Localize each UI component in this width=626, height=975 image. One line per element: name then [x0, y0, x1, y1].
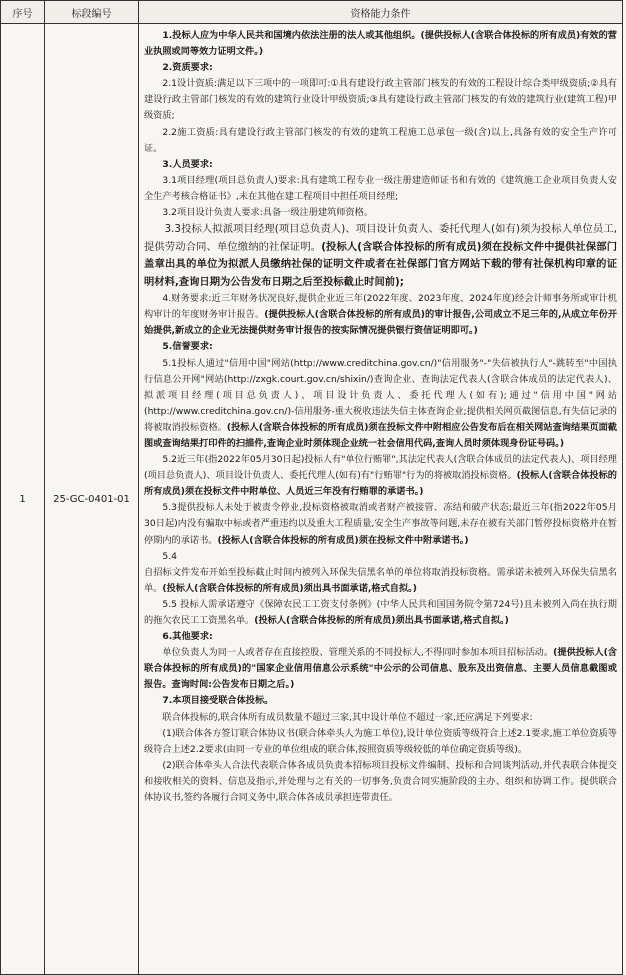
clause-bold-requirement: (投标人(含联合体投标的所有成员)须在投标文件中提供社保部门盖章出具的单位为拟派人员缴纳社保的证明文件或者在社保部门官方网站下载的带有社保机构印章的证明材料,查询日期为公告发布日期之后至投标截止时间前);	[144, 240, 617, 288]
clause-paragraph	[144, 500, 617, 548]
clause-paragraph: 联合体投标的,联合体所有成员数量不超过三家,其中设计单位不超过一家,还应满足下列要求:	[162, 711, 533, 723]
clause-text: 4.财务要求:近三年财务状况良好,提供企业近三年(2022年度、2023年度、2024年度)经会计师事务所或审计机构审计的年度财务审计报告。	[144, 293, 617, 321]
clause-bold-requirement: (提供投标人(含联合体投标的所有成员)的"国家企业信用信息公示系统"中公示的公司信息、股东及出资信息、主要人员信息截图或报告。查询时间:公告发布日期之后。)	[144, 647, 617, 691]
clause-paragraph	[144, 597, 617, 629]
clause-paragraph: (1)联合体各方签订联合体协议书(联合体牵头人为施工单位),设计单位资质等级符合上述2.1要求,施工单位资质等级符合上述2.2要求(由同一专业的单位组成的联合体,按照资质等级较低的单位确定资质等级)。	[144, 727, 617, 755]
clause-paragraph: 7.本项目接受联合体投标。	[162, 695, 274, 707]
clause-text: 3.3投标人拟派项目经理(项目总负责人)、项目设计负责人、委托代理人(如有)须为投标人单位员工,提供劳动合同、单位缴纳的社保证明。	[144, 223, 617, 253]
clause-paragraph	[144, 291, 617, 339]
clause-bold-requirement: (投标人(含联合体投标的所有成员)须在投标文件中附单位、人员近三年没有行贿罪的承诺书。)	[144, 470, 617, 498]
header-section-code: 标段编号	[45, 1, 139, 24]
clause-text: 5.1投标人通过"信用中国"网站(http://www.creditchina.gov.cn/)"信用服务"-"失信被执行人"-跳转至"中国执行信息公开网"网站(http://zxgk.court.gov.cn/shixin/)查询企业、查询法定代表人(含联合体成员的法定代表人)、拟派项目经理(项目总负责人)、项目设计负责人、委托代理人(如有);通过"信用中国"网站(http://www.creditchina.gov.cn/)-信用服务-重大税收违法失信主体查询企业;提供相关网页截图信息,有失信记录的将被取消投标资格。	[144, 357, 617, 433]
clause-bold-requirement: (投标人(含联合体投标的所有成员)须出具书面承诺,格式自拟。)	[162, 582, 417, 594]
clause-paragraph: 5.4	[162, 550, 178, 562]
clause-text: 单位负责人为同一人或者存在直接控股、管理关系的不同投标人,不得同时参加本项目招标活动。	[162, 647, 554, 659]
clause-paragraph: 3.1项目经理(项目总负责人)要求:具有建筑工程专业一级注册建造师证书和有效的《建筑施工企业项目负责人安全生产考核合格证书》,未在其他在建工程项目中担任项目经理;	[144, 174, 617, 202]
qualification-content	[139, 24, 623, 975]
clause-bold-requirement: (投标人(含联合体投标的所有成员)须出具书面承诺,格式自拟。)	[254, 615, 509, 626]
clause-paragraph: 3.2项目设计负责人要求:具备一级注册建筑师资格。	[162, 207, 374, 219]
clause-text: 5.5 投标人需承诺遵守《保障农民工工资支付条例》(中华人民共和国国务院令第724号)且未被列入尚在执行期的拖欠农民工工资黑名单。	[144, 598, 617, 626]
header-qualification: 资格能力条件	[139, 1, 623, 24]
clause-text: 自招标文件发布开始至投标截止时间内被列入环保失信黑名单的单位将取消投标资格。需承诺未被列入环保失信黑名单。	[144, 566, 617, 594]
clause-paragraph: 5.信誉要求:	[162, 341, 213, 353]
clause-bold-requirement: (投标人(含联合体投标的所有成员)须在投标文件中附承诺书。)	[217, 534, 469, 546]
clause-paragraph: 3.人员要求:	[162, 158, 213, 170]
clause-paragraph: 2.资质要求:	[162, 62, 213, 74]
clause-paragraph	[144, 221, 617, 291]
clause-text: 5.2近三年(指2022年05月30日起)投标人有"单位行贿罪",其法定代表人(含联合体成员的法定代表人)、项目经理(项目总负责人)、项目设计负责人、委托代理人(如有)有"行贿罪"行为的将被取消投标资格。	[144, 454, 617, 482]
clause-paragraph: 1.投标人应为中华人民共和国境内依法注册的法人或其他组织。(提供投标人(含联合体投标的所有成员)有效的营业执照或同等效力证明文件。)	[144, 30, 617, 58]
clause-paragraph: (2)联合体牵头人合法代表联合体各成员负责本招标项目投标文件编制、投标和合同谈判活动,并代表联合体提交和接收相关的资料、信息及指示,并处理与之有关的一切事务,负责合同实施阶段的主办、组织和协调工作。提供联合体协议书,签约各履行合同义务中,联合体各成员承担连带责任。	[144, 759, 617, 804]
clause-paragraph: 2.2施工资质:具有建设行政主管部门核发的有效的建筑工程施工总承包一级(含)以上,具备有效的安全生产许可证。	[144, 126, 617, 154]
clause-paragraph: 6.其他要求:	[162, 631, 213, 643]
clause-bold-requirement: (投标人(含联合体投标的所有成员)须在投标文件中附相应公告发布后在相关网站查询结果页面截图或查询结果打印件的扫描件,查询企业时须体现企业统一社会信用代码,查询人员时须体现身份证号码。)	[144, 421, 617, 449]
clause-paragraph: 2.1设计资质:满足以下三项中的一项即可:①具有建设行政主管部门核发的有效的工程设计综合类甲级资质;②具有建设行政主管部门核发的有效的建筑行业设计甲级资质;③具有建设行政主管部门核发的有效的建筑行业(建筑工程)甲级资质;	[144, 78, 617, 122]
row-section-code: 25-GC-0401-01	[45, 24, 139, 975]
clause-paragraph	[144, 356, 617, 453]
clause-paragraph	[144, 452, 617, 500]
table-header-row	[1, 1, 623, 24]
clause-text: 5.3提供投标人未处于被责令停业,投标资格被取消或者财产被接管、冻结和破产状态;最近三年(指2022年05月30日起)内没有骗取中标或者严重违约以及重大工程质量,安全生产事故等问题,未存在被有关部门暂停投标资格并在暂停期内的承诺书。	[144, 502, 617, 546]
clause-bold-requirement: (提供投标人(含联合体投标的所有成员)的审计报告,公司成立不足三年的,从成立年份开始提供,新成立的企业无法提供财务审计报告的按实际情况提供银行资信证明即可。)	[144, 309, 617, 337]
clause-paragraph	[144, 645, 617, 693]
table-row	[1, 24, 623, 975]
header-seq: 序号	[1, 1, 45, 24]
clause-paragraph	[144, 565, 617, 597]
row-seq: 1	[1, 24, 45, 975]
